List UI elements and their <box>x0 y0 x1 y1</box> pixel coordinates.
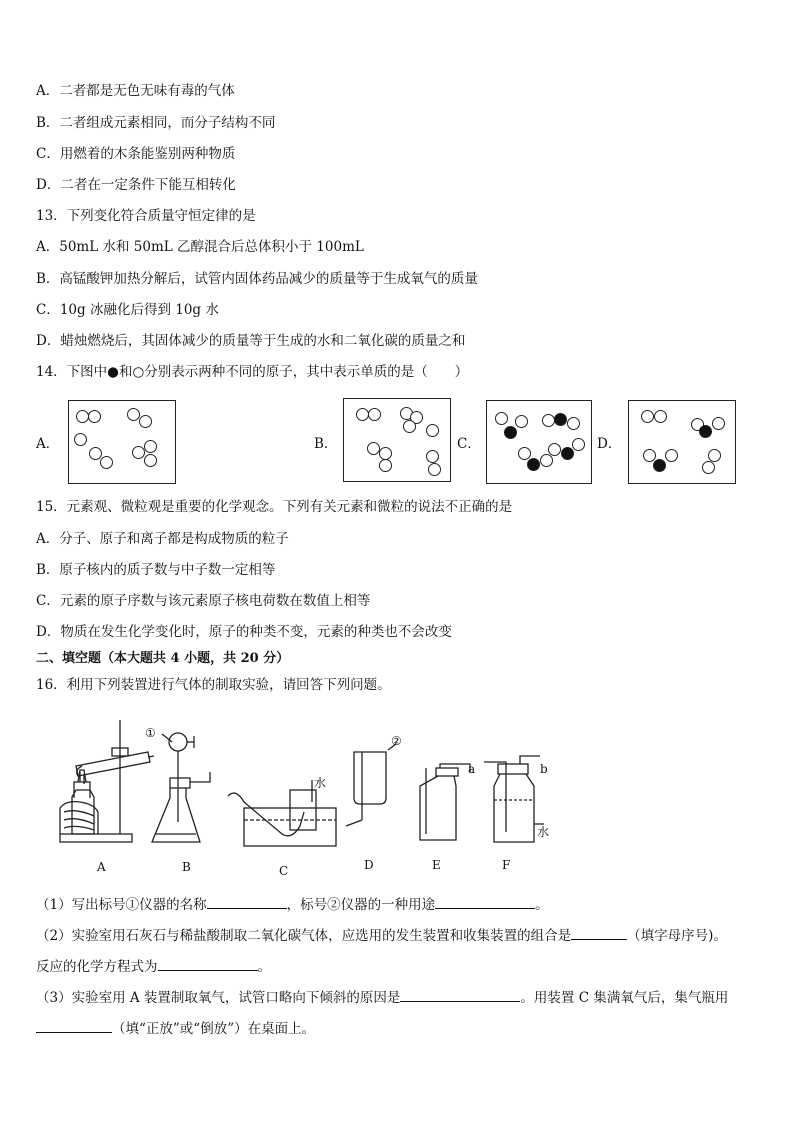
hollow-atom <box>426 424 439 437</box>
hollow-atom <box>702 461 715 474</box>
q16-part-3-cont: （填“正放”或“倒放”）在桌面上。 <box>36 1019 315 1038</box>
filled-atom <box>554 413 567 426</box>
water-label-c: 水 <box>314 776 327 790</box>
q13-option-c: C．10g 冰融化后得到 10g 水 <box>36 302 219 318</box>
q15-option-b: B．原子核内的质子数与中子数一定相等 <box>36 562 276 578</box>
filled-atom <box>504 426 517 439</box>
q14-label-c: C． <box>457 436 481 452</box>
apparatus-figure <box>50 712 570 880</box>
hollow-atom <box>708 449 721 462</box>
hollow-atom <box>127 408 140 421</box>
answer-blank[interactable] <box>571 926 627 940</box>
answer-blank[interactable] <box>36 1019 112 1033</box>
q14-box-b <box>343 398 451 482</box>
apparatus-e <box>420 764 470 840</box>
q14-box-c <box>486 400 592 484</box>
hollow-atom <box>515 415 528 428</box>
q15-option-c: C．元素的原子序数与该元素原子核电荷数在数值上相等 <box>36 593 371 609</box>
filled-atom <box>699 425 712 438</box>
q13-stem: 13．下列变化符合质量守恒定律的是 <box>36 208 256 224</box>
hollow-atom <box>712 417 725 430</box>
hollow-atom <box>540 454 553 467</box>
hollow-atom <box>144 454 157 467</box>
q16-stem: 16．利用下列装置进行气体的制取实验，请回答下列问题。 <box>36 677 391 693</box>
apparatus-f <box>484 756 544 842</box>
q13-option-d: D．蜡烛燃烧后，其固体减少的质量等于生成的水和二氧化碳的质量之和 <box>36 333 466 349</box>
q15-stem: 15．元素观、微粒观是重要的化学观念。下列有关元素和微粒的说法不正确的是 <box>36 499 513 515</box>
q12-option-d: D．二者在一定条件下能互相转化 <box>36 177 236 193</box>
hollow-atom <box>641 410 654 423</box>
label-b: B <box>182 860 191 874</box>
apparatus-b <box>152 733 210 842</box>
hollow-atom <box>132 446 145 459</box>
label-e: E <box>432 858 441 872</box>
hollow-atom <box>428 463 441 476</box>
hollow-atom <box>542 414 555 427</box>
answer-blank[interactable] <box>158 957 258 971</box>
q16-part-3: （3）实验室用 A 装置制取氧气，试管口略向下倾斜的原因是 。用装置 C 集满氧气后，集气瓶用 <box>36 990 729 1006</box>
q13-option-a: A．50mL 水和 50mL 乙醇混合后总体积小于 100mL <box>36 239 364 255</box>
q15-option-d: D．物质在发生化学变化时，原子的种类不变，元素的种类也不会改变 <box>36 624 452 640</box>
port-b: b <box>540 762 548 776</box>
marker-1: ① <box>145 726 156 740</box>
hollow-atom <box>379 459 392 472</box>
hollow-atom <box>495 412 508 425</box>
water-label-f: 水 <box>537 825 550 839</box>
apparatus-d <box>346 744 396 826</box>
q16-part-1: （1）写出标号①仪器的名称 ，标号②仪器的一种用途 。 <box>36 897 549 913</box>
hollow-atom <box>548 443 561 456</box>
hollow-atom <box>567 417 580 430</box>
q14-label-b: B． <box>314 436 338 452</box>
hollow-atom <box>426 450 439 463</box>
label-c: C <box>279 864 289 878</box>
port-a: a <box>468 762 476 776</box>
answer-blank[interactable] <box>400 988 520 1002</box>
q14-box-a <box>68 400 176 484</box>
hollow-atom <box>100 456 113 469</box>
hollow-atom <box>403 420 416 433</box>
q15-option-a: A．分子、原子和离子都是构成物质的粒子 <box>36 531 289 547</box>
q14-label-d: D． <box>597 436 622 452</box>
q12-option-a: A．二者都是无色无味有毒的气体 <box>36 83 235 99</box>
hollow-atom <box>144 440 157 453</box>
hollow-atom <box>665 449 678 462</box>
label-a: A <box>97 860 106 874</box>
answer-blank[interactable] <box>207 895 287 909</box>
q14-label-a: A． <box>36 436 60 452</box>
q14-box-d <box>628 400 736 484</box>
hollow-atom <box>572 438 585 451</box>
label-f: F <box>502 858 511 872</box>
hollow-atom <box>88 410 101 423</box>
q16-part-2-equation: 反应的化学方程式为 。 <box>36 959 271 975</box>
hollow-atom <box>368 408 381 421</box>
hollow-atom <box>654 410 667 423</box>
filled-atom <box>527 458 540 471</box>
filled-atom <box>653 459 666 472</box>
marker-2: ② <box>391 734 402 748</box>
q14-stem: 14．下图中●和○分别表示两种不同的原子，其中表示单质的是（ ） <box>36 364 469 380</box>
q13-option-b: B．高锰酸钾加热分解后，试管内固体药品减少的质量等于生成氧气的质量 <box>36 271 478 287</box>
apparatus-a <box>60 720 154 842</box>
answer-blank[interactable] <box>435 895 535 909</box>
filled-atom <box>561 447 574 460</box>
hollow-atom <box>74 433 87 446</box>
q16-part-2: （2）实验室用石灰石与稀盐酸制取二氧化碳气体，应选用的发生装置和收集装置的组合是 （填字母序号)。 <box>36 928 727 944</box>
q12-option-b: B．二者组成元素相同，而分子结构不同 <box>36 115 276 131</box>
section-heading: 二、填空题（本大题共 4 小题，共 20 分） <box>36 651 290 666</box>
hollow-atom <box>139 415 152 428</box>
label-d: D <box>364 858 374 872</box>
q12-option-c: C．用燃着的木条能鉴别两种物质 <box>36 146 236 162</box>
